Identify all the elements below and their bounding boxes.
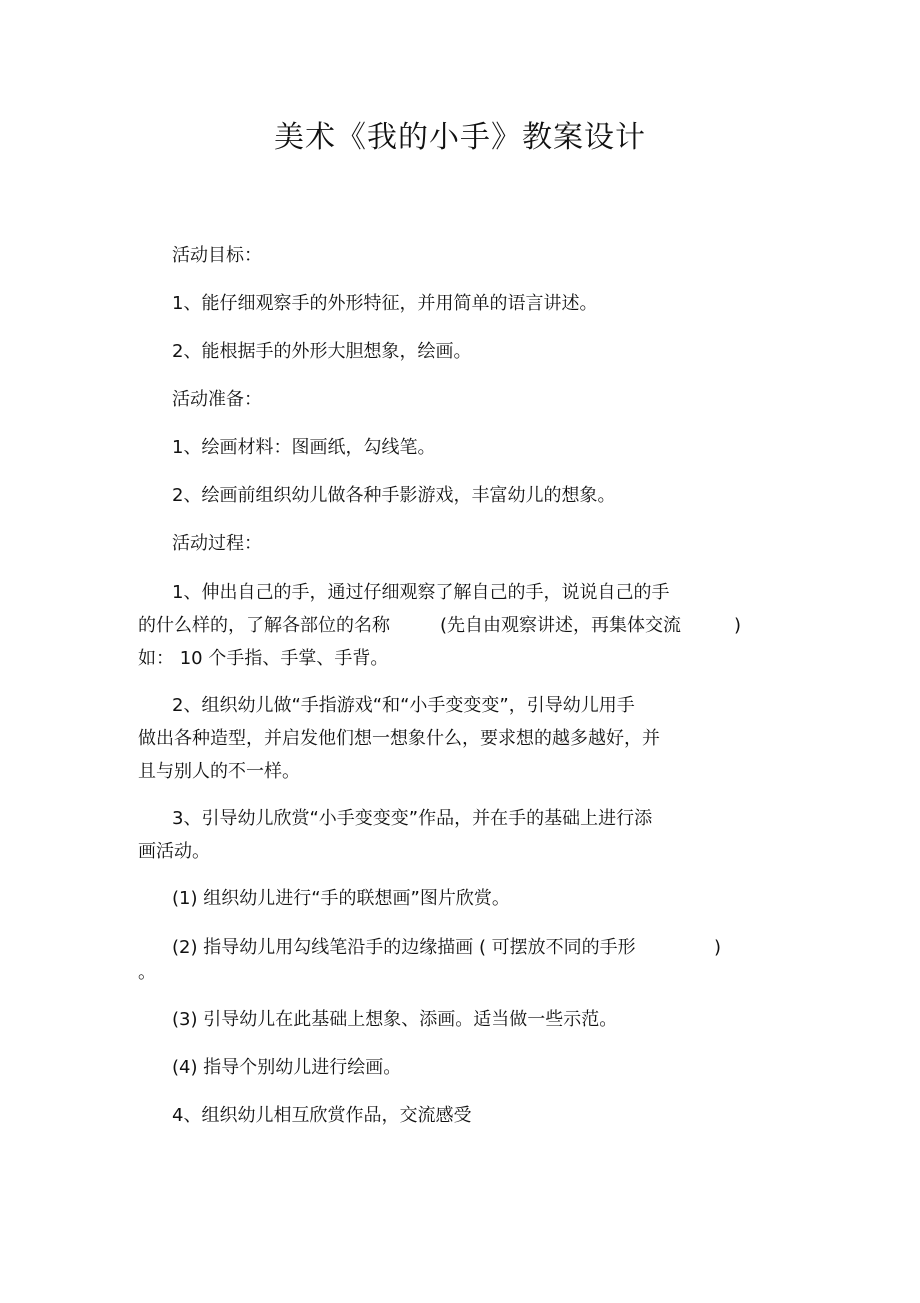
goals-heading: 活动目标： [172,245,262,266]
step2-line1: 2、组织幼儿做“手指游戏“和“小手变变变”，引导幼儿用手 [172,695,635,716]
step3-line2: 画活动。 [138,841,210,862]
sub-step-2b: ) [714,937,722,958]
step1-line2c: ) [734,615,742,636]
sub-step-3: (3) 引导幼儿在此基础上想象、添画。适当做一些示范。 [172,1009,618,1030]
sub-step-4: (4) 指导个别幼儿进行绘画。 [172,1057,402,1078]
step2-line2: 做出各种造型，并启发他们想一想象什么，要求想的越多越好，并 [138,728,660,749]
step1-line3: 如： 10 个手指、手掌、手背。 [138,648,389,669]
sub-step-2a: (2) 指导幼儿用勾线笔沿手的边缘描画 ( 可摆放不同的手形 [172,937,636,958]
sub-step-2-line2: 。 [138,962,156,983]
sub-step-1: (1) 组织幼儿进行“手的联想画”图片欣赏。 [172,888,510,909]
goal-1: 1、能仔细观察手的外形特征，并用简单的语言讲述。 [172,293,598,314]
prep-2: 2、绘画前组织幼儿做各种手影游戏，丰富幼儿的想象。 [172,485,616,506]
step1-line2b: (先自由观察讲述，再集体交流 [440,615,682,636]
prep-1: 1、绘画材料：图画纸，勾线笔。 [172,437,436,458]
step3-line1: 3、引导幼儿欣赏“小手变变变”作品，并在手的基础上进行添 [172,808,653,829]
step1-line1: 1、伸出自己的手，通过仔细观察了解自己的手，说说自己的手 [172,582,670,603]
document-title: 美术《我的小手》教案设计 [274,120,646,155]
step1-line2a: 的什么样的，了解各部位的名称 [138,615,390,636]
step2-line3: 且与别人的不一样。 [138,761,300,782]
step4: 4、组织幼儿相互欣赏作品，交流感受 [172,1105,472,1126]
goal-2: 2、能根据手的外形大胆想象，绘画。 [172,341,472,362]
process-heading: 活动过程： [172,533,262,554]
prep-heading: 活动准备： [172,389,262,410]
